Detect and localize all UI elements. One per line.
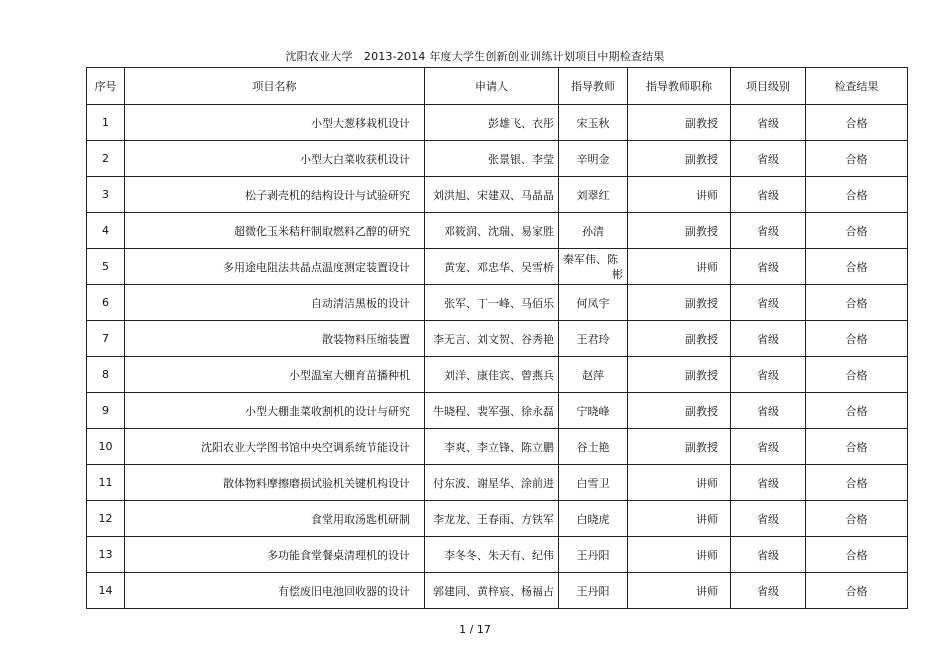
cell-applicants: 黄宠、邓忠华、吴雪桥 [425, 249, 559, 285]
cell-no: 4 [87, 213, 125, 249]
table-row [87, 105, 908, 141]
header-row [87, 68, 908, 105]
cell-result: 合格 [806, 105, 908, 141]
cell-result: 合格 [806, 285, 908, 321]
table-row [87, 501, 908, 537]
cell-advisor: 宁晓峰 [559, 393, 628, 429]
cell-applicants: 彭雄飞、衣彤 [425, 105, 559, 141]
cell-level: 省级 [731, 213, 806, 249]
cell-applicants: 张景银、李莹 [425, 141, 559, 177]
cell-applicants: 刘洋、康佳宾、曾燕兵 [425, 357, 559, 393]
table-row [87, 177, 908, 213]
cell-result: 合格 [806, 537, 908, 573]
cell-no: 12 [87, 501, 125, 537]
cell-result: 合格 [806, 465, 908, 501]
table-row [87, 429, 908, 465]
table-row [87, 285, 908, 321]
cell-name: 小型温室大棚育苗播种机 [125, 357, 425, 393]
cell-name: 小型大葱移栽机设计 [125, 105, 425, 141]
cell-advisor-title: 讲师 [628, 573, 731, 609]
cell-advisor: 王丹阳 [559, 537, 628, 573]
cell-applicants: 牛晓程、裴军强、徐永磊 [425, 393, 559, 429]
cell-level: 省级 [731, 537, 806, 573]
cell-name: 散装物料压缩装置 [125, 321, 425, 357]
cell-result: 合格 [806, 501, 908, 537]
cell-level: 省级 [731, 573, 806, 609]
cell-no: 9 [87, 393, 125, 429]
results-table [86, 67, 908, 609]
table-row [87, 357, 908, 393]
cell-no: 13 [87, 537, 125, 573]
cell-no: 5 [87, 249, 125, 285]
cell-level: 省级 [731, 141, 806, 177]
cell-level: 省级 [731, 393, 806, 429]
cell-result: 合格 [806, 393, 908, 429]
cell-advisor [559, 249, 628, 285]
cell-advisor-title: 副教授 [628, 357, 731, 393]
cell-no: 6 [87, 285, 125, 321]
cell-name: 自动清洁黑板的设计 [125, 285, 425, 321]
cell-level: 省级 [731, 429, 806, 465]
cell-advisor: 何凤宇 [559, 285, 628, 321]
cell-name: 食堂用取汤匙机研制 [125, 501, 425, 537]
cell-advisor-title: 讲师 [628, 537, 731, 573]
cell-applicants: 李无言、刘文贺、谷秀艳 [425, 321, 559, 357]
cell-name: 沈阳农业大学图书馆中央空调系统节能设计 [125, 429, 425, 465]
cell-advisor-title: 副教授 [628, 105, 731, 141]
cell-applicants: 郭建同、黄梓宸、杨福占 [425, 573, 559, 609]
cell-advisor: 王丹阳 [559, 573, 628, 609]
cell-result: 合格 [806, 321, 908, 357]
cell-applicants: 付东波、谢星华、涂前进 [425, 465, 559, 501]
table-row [87, 537, 908, 573]
cell-applicants: 李冬冬、朱天有、纪伟 [425, 537, 559, 573]
cell-applicants: 李龙龙、王春雨、方铁军 [425, 501, 559, 537]
cell-applicants: 邓筱润、沈瑞、易家胜 [425, 213, 559, 249]
header-level: 项目级别 [731, 68, 806, 105]
cell-name: 松子剥壳机的结构设计与试验研究 [125, 177, 425, 213]
cell-advisor: 孙清 [559, 213, 628, 249]
cell-advisor: 宋玉秋 [559, 105, 628, 141]
cell-name: 有偿废旧电池回收器的设计 [125, 573, 425, 609]
cell-advisor-title: 讲师 [628, 501, 731, 537]
cell-applicants: 刘洪旭、宋建双、马晶晶 [425, 177, 559, 213]
cell-advisor: 白雪卫 [559, 465, 628, 501]
cell-name: 散体物料摩擦磨损试验机关键机构设计 [125, 465, 425, 501]
cell-applicants: 张军、丁一峰、马佰乐 [425, 285, 559, 321]
cell-advisor: 辛明金 [559, 141, 628, 177]
advisor-line-2: 彬 [612, 267, 623, 281]
cell-advisor-title: 副教授 [628, 285, 731, 321]
cell-level: 省级 [731, 321, 806, 357]
cell-name: 小型大棚韭菜收割机的设计与研究 [125, 393, 425, 429]
cell-result: 合格 [806, 213, 908, 249]
cell-name: 多用途电阻法共晶点温度测定装置设计 [125, 249, 425, 285]
cell-level: 省级 [731, 465, 806, 501]
cell-advisor-title: 副教授 [628, 393, 731, 429]
cell-result: 合格 [806, 357, 908, 393]
cell-level: 省级 [731, 105, 806, 141]
cell-result: 合格 [806, 429, 908, 465]
cell-advisor-title: 副教授 [628, 213, 731, 249]
cell-no: 14 [87, 573, 125, 609]
cell-advisor: 白晓虎 [559, 501, 628, 537]
cell-no: 11 [87, 465, 125, 501]
header-advisor: 指导教师 [559, 68, 628, 105]
cell-result: 合格 [806, 177, 908, 213]
table-row [87, 321, 908, 357]
cell-result: 合格 [806, 249, 908, 285]
advisor-line-1: 秦军伟、陈 [563, 252, 618, 266]
cell-level: 省级 [731, 357, 806, 393]
document-title: 沈阳农业大学 2013-2014 年度大学生创新创业训练计划项目中期检查结果 [285, 50, 665, 63]
header-result: 检查结果 [806, 68, 908, 105]
cell-no: 8 [87, 357, 125, 393]
cell-no: 7 [87, 321, 125, 357]
cell-name: 超微化玉米秸秆制取燃料乙醇的研究 [125, 213, 425, 249]
cell-level: 省级 [731, 249, 806, 285]
cell-name: 小型大白菜收获机设计 [125, 141, 425, 177]
table-row [87, 393, 908, 429]
header-name: 项目名称 [125, 68, 425, 105]
cell-advisor: 王君玲 [559, 321, 628, 357]
cell-applicants: 李爽、李立锋、陈立鹏 [425, 429, 559, 465]
cell-advisor: 刘翠红 [559, 177, 628, 213]
cell-advisor-title: 讲师 [628, 249, 731, 285]
cell-no: 3 [87, 177, 125, 213]
cell-result: 合格 [806, 141, 908, 177]
header-advisor-title: 指导教师职称 [628, 68, 731, 105]
cell-advisor-title: 副教授 [628, 321, 731, 357]
cell-advisor-title: 讲师 [628, 465, 731, 501]
cell-level: 省级 [731, 285, 806, 321]
cell-level: 省级 [731, 177, 806, 213]
table-row [87, 213, 908, 249]
cell-result: 合格 [806, 573, 908, 609]
header-applicants: 申请人 [425, 68, 559, 105]
cell-advisor: 赵萍 [559, 357, 628, 393]
cell-advisor: 谷士艳 [559, 429, 628, 465]
table-row [87, 141, 908, 177]
table-row [87, 573, 908, 609]
header-no: 序号 [87, 68, 125, 105]
cell-level: 省级 [731, 501, 806, 537]
cell-advisor-title: 讲师 [628, 177, 731, 213]
cell-no: 2 [87, 141, 125, 177]
cell-no: 10 [87, 429, 125, 465]
cell-advisor-title: 副教授 [628, 141, 731, 177]
cell-no: 1 [87, 105, 125, 141]
table-row [87, 465, 908, 501]
cell-name: 多功能食堂餐桌清理机的设计 [125, 537, 425, 573]
page-number: 1 / 17 [459, 623, 491, 636]
table-row [87, 249, 908, 285]
cell-advisor-title: 副教授 [628, 429, 731, 465]
